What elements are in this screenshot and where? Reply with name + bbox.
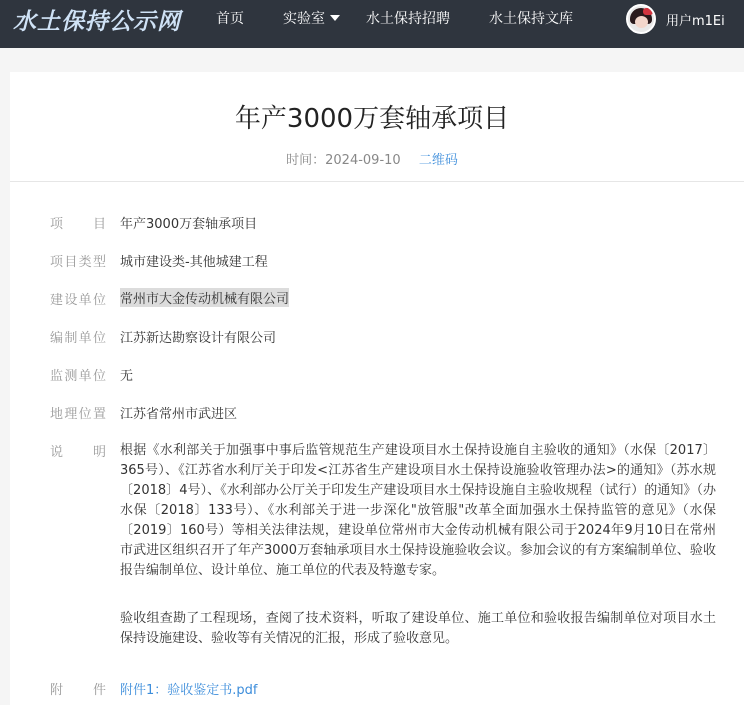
chevron-down-icon xyxy=(330,15,340,21)
field-label-monitor: 监测单位 xyxy=(50,369,106,384)
avatar-face xyxy=(635,16,648,28)
top-navbar xyxy=(0,0,744,48)
user-name[interactable]: 用户m1Ei xyxy=(666,14,725,29)
nav-recruitment[interactable]: 水土保持招聘 xyxy=(366,11,450,27)
field-label-designer: 编制单位 xyxy=(50,331,106,346)
field-value-type: 城市建设类-其他城建工程 xyxy=(120,255,268,270)
nav-lab[interactable] xyxy=(283,10,340,28)
divider xyxy=(10,181,744,182)
nav-home[interactable]: 首页 xyxy=(216,11,244,27)
nav-lab-label: 实验室 xyxy=(283,11,325,27)
field-value-builder: 常州市大金传动机械有限公司 xyxy=(120,288,289,307)
field-value-designer: 江苏新达勘察设计有限公司 xyxy=(120,331,277,346)
article-card xyxy=(10,72,744,705)
description-paragraph-1: 根据《水利部关于加强事中事后监管规范生产建设项目水土保持设施自主验收的通知》（水保〔2017〕365号）、《江苏省水利厅关于印发<江苏省生产建设项目水土保持设施验收管理办法>的通知》（苏水规〔2018〕4号）、《水利部办公厅关于印发生产建设项目水土保持设施自主验收规程（试行）的通知》（办水保〔2018〕133号）、《水利部关于进一步深化"放管服"改革全面加强水土保持监管的意见》（水保〔2019〕160号）等相关法律法规，建设单位常州市大金传动机械有限公司于2024年9月10日在常州市武进区组织召开了年产3000万套轴承项目水土保持设施验收会议。参加会议的有方案编制单位、验收报告编制单位、设计单位、施工单位的代表及特邀专家。 xyxy=(120,443,716,578)
avatar[interactable] xyxy=(626,4,656,34)
avatar-bow xyxy=(643,8,653,15)
field-label-project: 项目 xyxy=(50,217,106,232)
attachment-link[interactable]: 附件1：验收鉴定书.pdf xyxy=(120,683,258,698)
qrcode-link[interactable]: 二维码 xyxy=(418,153,458,168)
field-label-type: 项目类型 xyxy=(50,255,106,270)
article-meta xyxy=(10,149,734,168)
field-label-builder: 建设单位 xyxy=(50,293,106,308)
page-title: 年产3000万套轴承项目 xyxy=(234,104,510,134)
field-label-description: 说明 xyxy=(50,445,106,460)
field-value-monitor: 无 xyxy=(120,369,134,384)
field-label-attachment: 附件 xyxy=(50,683,106,698)
field-value-location: 江苏省常州市武进区 xyxy=(120,407,238,422)
field-label-location: 地理位置 xyxy=(50,407,106,422)
nav-library[interactable]: 水土保持文库 xyxy=(489,11,573,27)
field-value-project: 年产3000万套轴承项目 xyxy=(120,217,258,232)
publish-date: 时间：2024-09-10 xyxy=(286,153,401,168)
description-paragraph-2: 验收组查勘了工程现场，查阅了技术资料，听取了建设单位、施工单位和验收报告编制单位对项目水土保持设施建设、验收等有关情况的汇报，形成了验收意见。 xyxy=(120,611,716,646)
site-logo[interactable]: 水土保持公示网 xyxy=(13,9,181,35)
